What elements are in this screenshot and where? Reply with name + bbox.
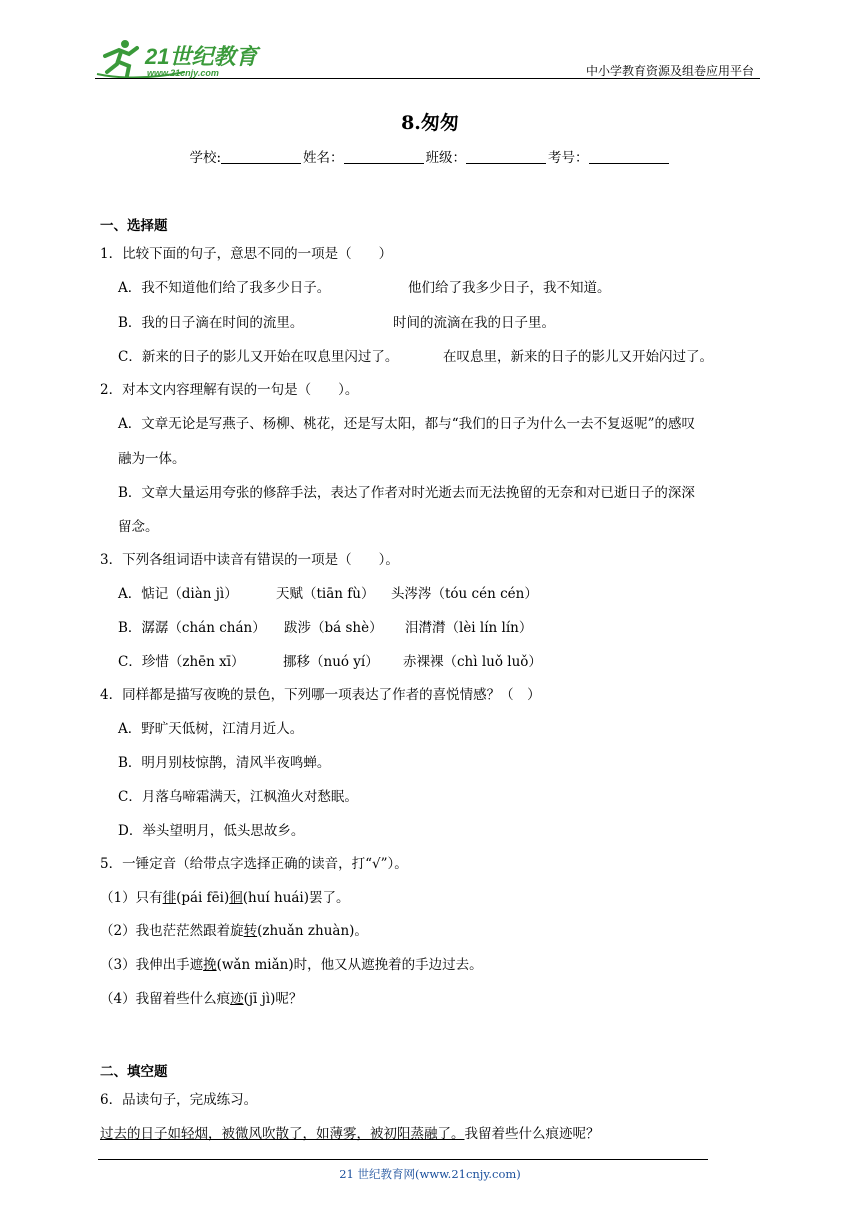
q1-option-c-right: 在叹息里，新来的日子的影儿又开始闪过了。	[443, 349, 713, 365]
page-title: 8.匆匆	[401, 112, 459, 134]
q6-stem: 6．品读句子，完成练习。	[100, 1092, 258, 1108]
q3-option-c-word2: 挪移（nuó yí）	[283, 654, 379, 670]
q5-stem: 5．一锤定音（给带点字选择正确的读音，打“√”）。	[100, 856, 408, 872]
q4-stem: 4．同样都是描写夜晚的景色，下列哪一项表达了作者的喜悦情感？（ ）	[100, 687, 541, 703]
q4-option-b[interactable]: B．明月别枝惊鹊，清风半夜鸣蝉。	[118, 755, 331, 771]
q5-3-target-char: 挽	[203, 957, 217, 973]
q5-item-3[interactable]	[100, 953, 483, 973]
q3-option-c-word3: 赤裸裸（chì luǒ luǒ）	[403, 654, 542, 670]
exam-no-blank[interactable]	[589, 150, 669, 164]
q1-option-b-left[interactable]: B．我的日子滴在时间的流里。	[118, 315, 304, 331]
q5-1-pinyin-1[interactable]: (pái fēi)	[176, 890, 230, 906]
q5-3-suffix[interactable]: (wǎn miǎn)时，他又从遮挽着的手边过去。	[216, 957, 483, 973]
q3-option-b-word3: 泪潸潸（lèi lín lín）	[405, 620, 533, 636]
q4-option-a[interactable]: A．野旷天低树，江清月近人。	[118, 721, 304, 737]
q6-sentence-rest: 我留着些什么痕迹呢？	[464, 1126, 600, 1142]
class-blank[interactable]	[466, 150, 546, 164]
q5-4-target-char: 迹	[230, 991, 244, 1007]
q5-item-1[interactable]	[100, 886, 350, 906]
q3-option-b[interactable]: B．潺潺（chán chán）	[118, 620, 266, 636]
section-heading-choice: 一、选择题	[100, 218, 168, 234]
q3-option-c[interactable]: C．珍惜（zhēn xī）	[118, 654, 245, 670]
q3-option-b-word2: 跋涉（bá shè）	[284, 620, 383, 636]
name-label: 姓名：	[303, 150, 344, 166]
q1-stem: 1．比较下面的句子，意思不同的一项是（ ）	[100, 246, 393, 262]
school-label: 学校:	[189, 150, 222, 166]
footer-divider	[98, 1159, 708, 1160]
q4-option-d[interactable]: D．举头望明月，低头思故乡。	[118, 823, 305, 839]
q5-4-suffix[interactable]: (jī jì)呢？	[243, 991, 303, 1007]
q2-option-a-line1[interactable]: A．文章无论是写燕子、杨柳、桃花，还是写太阳，都与“我们的日子为什么一去不复返呢”的感叹	[118, 416, 696, 432]
q5-1-prefix: （1）只有	[100, 890, 163, 906]
q3-stem: 3．下列各组词语中读音有错误的一项是（ ）。	[100, 552, 399, 568]
q4-option-c[interactable]: C．月落乌啼霜满天，江枫渔火对愁眠。	[118, 789, 358, 805]
name-blank[interactable]	[344, 150, 424, 164]
q5-4-prefix: （4）我留着些什么痕	[100, 991, 231, 1007]
footer-link[interactable]: 21 世纪教育网(www.21cnjy.com)	[339, 1167, 521, 1181]
exam-no-label: 考号：	[548, 150, 589, 166]
q1-option-c-left[interactable]: C．新来的日子的影儿又开始在叹息里闪过了。	[118, 349, 399, 365]
q2-stem-text: 2．对本文内容理解有误的一句是（ ）。	[100, 382, 359, 398]
q5-2-target-char: 转	[243, 923, 258, 939]
site-logo	[95, 36, 265, 80]
q5-item-4[interactable]	[100, 987, 302, 1007]
header-platform-text: 中小学教育资源及组卷应用平台	[585, 64, 754, 78]
q5-3-prefix: （3）我伸出手遮	[100, 957, 204, 973]
q1-option-b-right: 时间的流滴在我的日子里。	[393, 315, 555, 331]
q2-option-b-line2: 留念。	[118, 519, 159, 535]
logo-url: www.21cnjy.com	[147, 68, 219, 78]
q6-sentence	[100, 1122, 600, 1142]
q2-option-a-line2: 融为一体。	[118, 451, 186, 467]
q3-option-a-word3: 头涔涔（tóu cén cén）	[391, 586, 538, 602]
q1-option-a-right: 他们给了我多少日子，我不知道。	[408, 280, 611, 296]
q2-option-b-line1[interactable]: B．文章大量运用夸张的修辞手法，表达了作者对时光逝去而无法挽留的无奈和对已逝日子的深深	[118, 485, 695, 501]
q5-1-target-char-2: 徊	[229, 890, 243, 906]
q3-option-a-word2: 天赋（tiān fù）	[276, 586, 375, 602]
q5-item-2[interactable]	[100, 919, 368, 939]
q5-1-suffix[interactable]: (huí huái)罢了。	[242, 890, 350, 906]
section-heading-fill: 二、填空题	[100, 1064, 168, 1080]
q6-underlined-sentence: 过去的日子如轻烟，被微风吹散了，如薄雾，被初阳蒸融了。	[100, 1126, 465, 1142]
q1-option-a-left[interactable]: A．我不知道他们给了我多少日子。	[118, 280, 331, 296]
class-label: 班级：	[425, 150, 467, 166]
student-info-row	[0, 146, 860, 166]
q5-2-suffix[interactable]: (zhuǎn zhuàn)。	[257, 923, 368, 939]
school-blank[interactable]	[221, 150, 301, 164]
q3-option-a[interactable]: A．惦记（diàn jì）	[118, 586, 238, 602]
q5-2-prefix: （2）我也茫茫然跟着旋	[100, 923, 244, 939]
q5-1-target-char-1: 徘	[162, 890, 177, 906]
logo-text: 21世纪教育	[145, 44, 258, 69]
header-divider	[95, 78, 760, 79]
